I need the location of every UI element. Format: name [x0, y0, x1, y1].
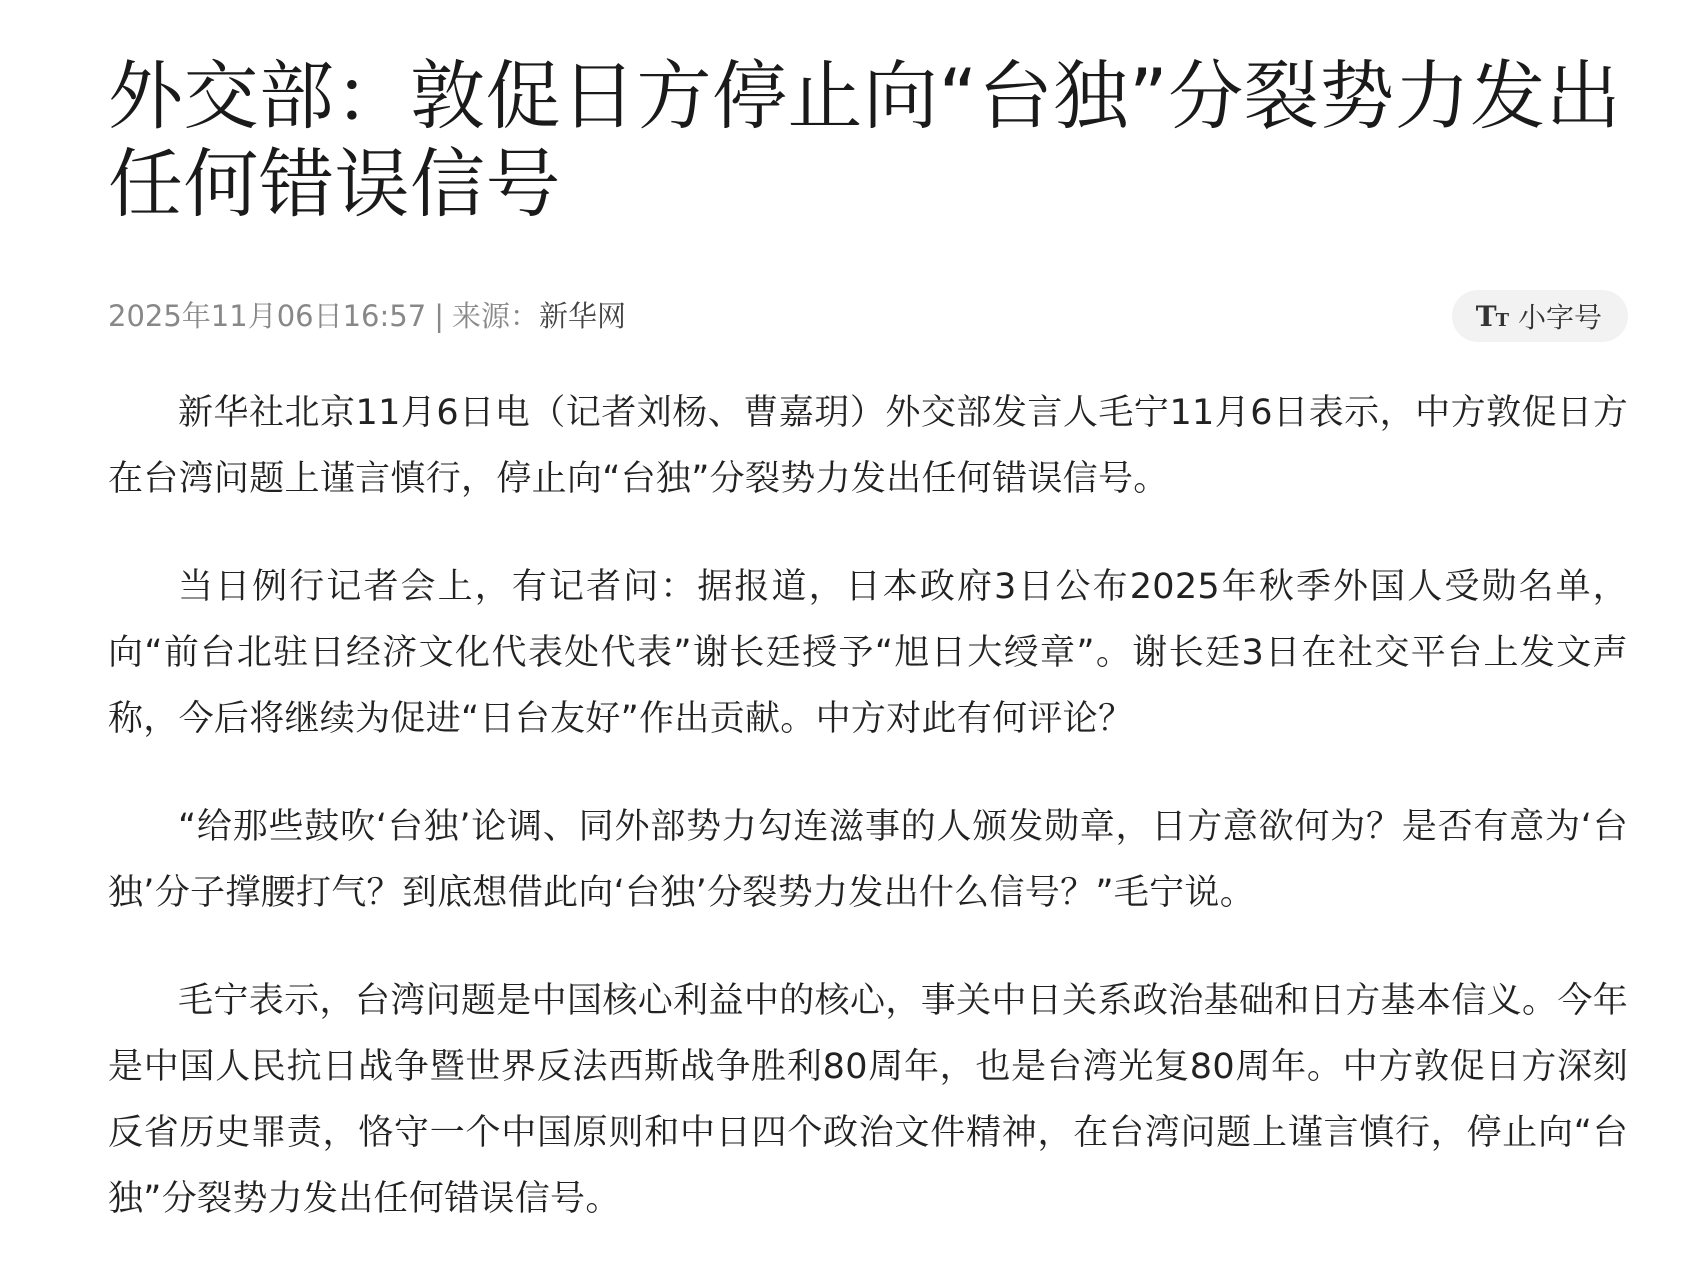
meta-separator: | — [434, 299, 444, 333]
article — [108, 52, 1628, 1274]
source-name: 新华网 — [538, 299, 626, 333]
source-label: 来源： — [451, 299, 539, 333]
article-paragraph: 当日例行记者会上，有记者问：据报道，日本政府3日公布2025年秋季外国人受勋名单，向“前台北驻日经济文化代表处代表”谢长廷授予“旭日大绶章”。谢长廷3日在社交平台上发文声称，今后将继续为促进“日台友好”作出贡献。中方对此有何评论？ — [108, 567, 1628, 739]
font-size-toggle-button[interactable] — [1452, 290, 1628, 342]
font-size-toggle-label: 小字号 — [1517, 301, 1602, 334]
article-paragraph: 新华社北京11月6日电（记者刘杨、曹嘉玥）外交部发言人毛宁11月6日表示，中方敦促日方在台湾问题上谨言慎行，停止向“台独”分裂势力发出任何错误信号。 — [108, 393, 1628, 499]
article-paragraph: 毛宁表示，台湾问题是中国核心利益中的核心，事关中日关系政治基础和日方基本信义。今年是中国人民抗日战争暨世界反法西斯战争胜利80周年，也是台湾光复80周年。中方敦促日方深刻反省历史罪责，恪守一个中国原则和中日四个政治文件精神，在台湾问题上谨言慎行，停止向“台独”分裂势力发出任何错误信号。 — [108, 981, 1628, 1219]
publish-datetime: 2025年11月06日16:57 — [108, 299, 427, 333]
article-meta-row — [108, 290, 1628, 342]
article-meta — [108, 298, 626, 334]
text-size-icon: TT — [1475, 299, 1508, 333]
article-title: 外交部：敦促日方停止向“台独”分裂势力发出任何错误信号 — [108, 52, 1622, 228]
article-paragraph: “给那些鼓吹‘台独’论调、同外部势力勾连滋事的人颁发勋章，日方意欲何为？是否有意为‘台独’分子撑腰打气？到底想借此向‘台独’分裂势力发出什么信号？”毛宁说。 — [108, 807, 1628, 913]
article-body — [108, 380, 1628, 1232]
